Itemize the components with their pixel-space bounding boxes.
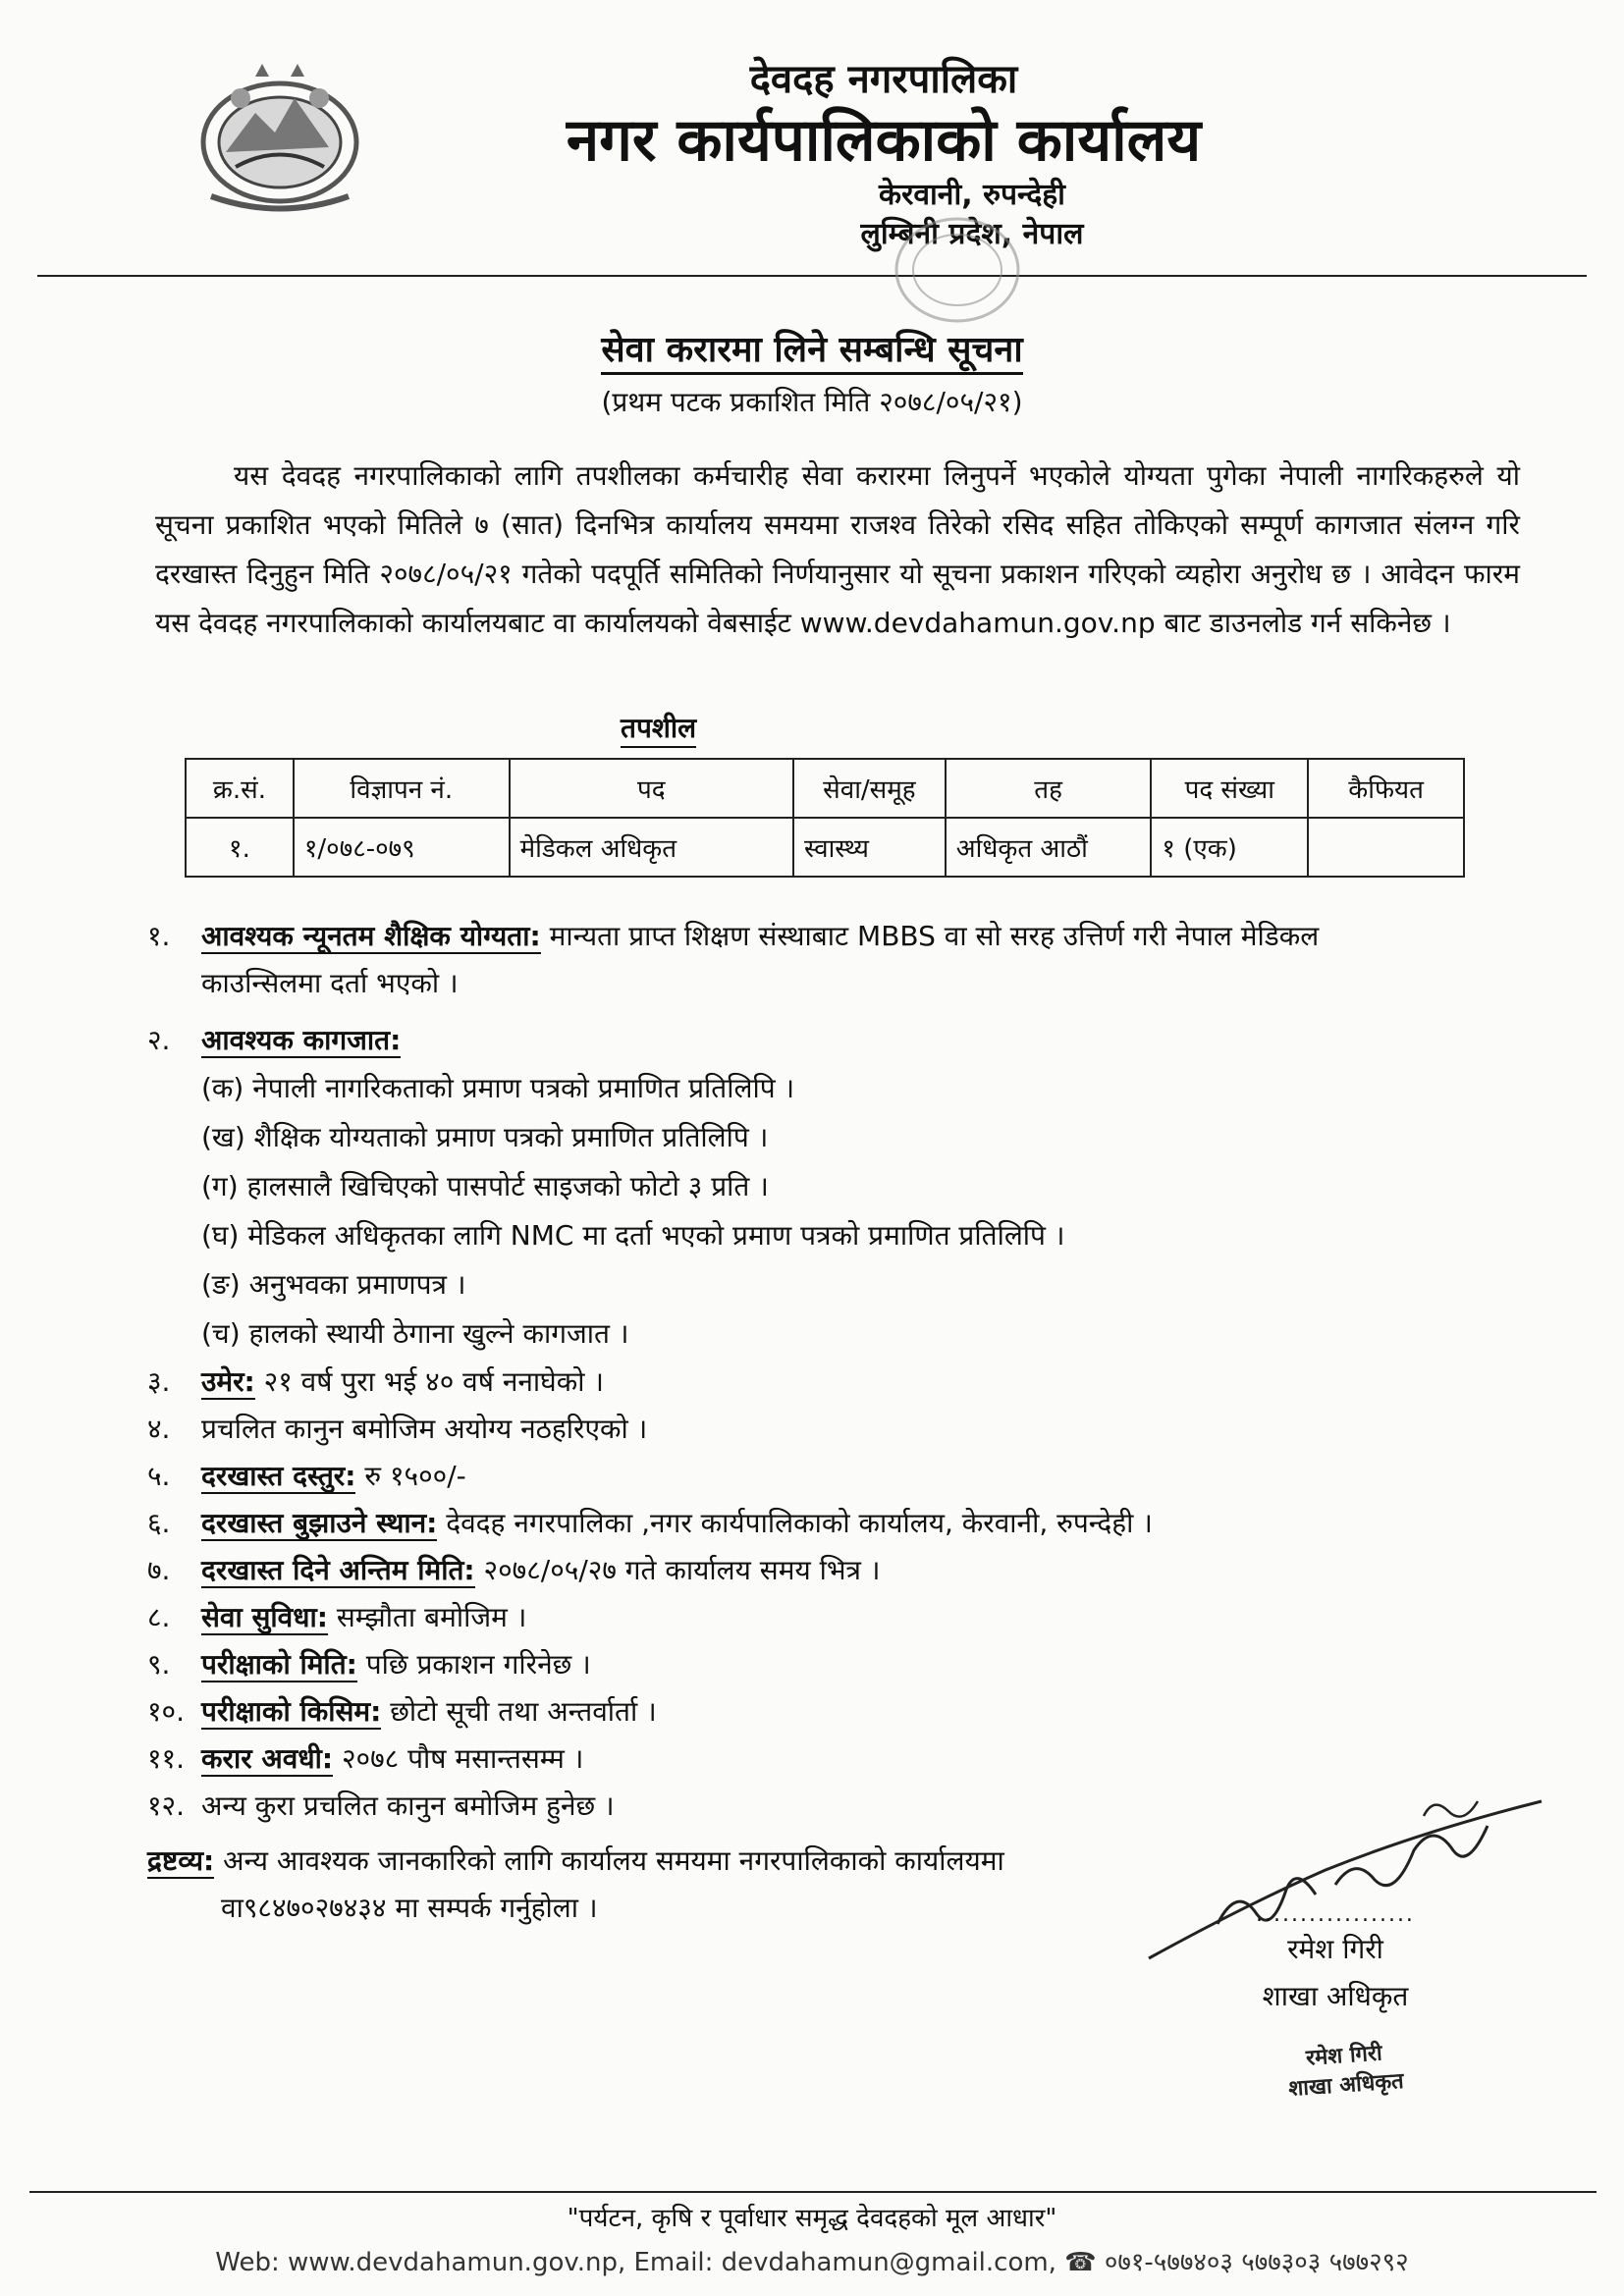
table-cell: मेडिकल अधिकृत bbox=[510, 818, 793, 877]
note-label: द्रष्टव्य: bbox=[147, 1844, 215, 1877]
item-number: १. bbox=[147, 920, 171, 952]
org-name: देवदह नगरपालिका bbox=[749, 57, 1018, 102]
item-text: प्रचलित कानुन बमोजिम अयोग्य नठहरिएको । bbox=[201, 1413, 648, 1445]
note-continuation: वा९८४७०२७४३४ मा सम्पर्क गर्नुहोला । bbox=[221, 1892, 598, 1924]
item-text: छोटो सूची तथा अन्तर्वार्ता । bbox=[381, 1695, 657, 1728]
list-item bbox=[147, 1735, 1542, 1783]
item-number: ३. bbox=[147, 1365, 171, 1398]
table-header-row bbox=[186, 759, 1464, 818]
table-cell: १ (एक) bbox=[1151, 818, 1308, 877]
list-item bbox=[147, 1594, 1542, 1641]
item-number: ९. bbox=[147, 1648, 171, 1681]
list-item bbox=[147, 1017, 1542, 1064]
item-label: करार अवधी: bbox=[201, 1742, 334, 1775]
document-item: (ङ) अनुभवका प्रमाणपत्र । bbox=[201, 1268, 466, 1301]
signatory-name: रमेश गिरी bbox=[1287, 1933, 1383, 1965]
footer-divider bbox=[29, 2191, 1597, 2193]
item-label: दरखास्त दिने अन्तिम मिति: bbox=[201, 1554, 475, 1586]
table-cell: १/०७८-०७९ bbox=[294, 818, 510, 877]
document-item: (ग) हालसालै खिचिएको पासपोर्ट साइजको फोटो ३ प्रति । bbox=[201, 1170, 769, 1202]
seal-designation: शाखा अधिकृत bbox=[1287, 2068, 1405, 2103]
list-item bbox=[147, 1453, 1542, 1500]
item-label: परीक्षाको किसिम: bbox=[201, 1695, 382, 1728]
list-item bbox=[147, 913, 1542, 960]
header-cell: कैफियत bbox=[1308, 759, 1464, 818]
list-item bbox=[147, 1406, 1542, 1453]
item-label: उमेर: bbox=[201, 1365, 255, 1398]
item-label: आवश्यक कागजात: bbox=[201, 1024, 402, 1056]
table-cell bbox=[1308, 818, 1464, 877]
table-cell: १. bbox=[186, 818, 294, 877]
seal-name: रमेश गिरी bbox=[1305, 2041, 1383, 2071]
table-cell: अधिकृत आठौं bbox=[946, 818, 1152, 877]
signature-line: .................. bbox=[1256, 1902, 1415, 1927]
list-item bbox=[147, 1688, 1542, 1735]
item-number: ४. bbox=[147, 1413, 171, 1445]
schedule-table bbox=[185, 758, 1465, 878]
item-number: ५. bbox=[147, 1460, 171, 1492]
notice-intro: यस देवदह नगरपालिकाको लागि तपशीलका कर्मचारीह सेवा करारमा लिनुपर्ने भएकोले योग्यता पुगेका नेपाली नागरिकहरुले यो सूचना प्रकाशित भएको मितिले ७ (सात) दिनभित्र कार्यालय समयमा राजश्व तिरेको रसिद सहित तोकिएको सम्पूर्ण कागजात संलग्न गरि दरखास्त दिनुहुन मिति २०७८/०५/२१ गतेको पदपूर्ति समितिको निर्णयानुसार यो सूचना प्रकाशन गरिएको व्यहोरा अनुरोध छ । आवेदन फारम यस देवदह नगरपालिकाको कार्यालयबाट वा कार्यालयको वेबसाईट www.devdahamun.gov.np बाट डाउनलोड गर्न सकिनेछ । bbox=[155, 459, 1520, 639]
item-number: १०. bbox=[147, 1695, 186, 1728]
document-item: (घ) मेडिकल अधिकृतका लागि NMC मा दर्ता भएको प्रमाण पत्रको प्रमाणित प्रतिलिपि । bbox=[201, 1219, 1065, 1252]
item-text: २०७८ पौष मसान्तसम्म । bbox=[333, 1742, 584, 1775]
item-number: ११. bbox=[147, 1742, 186, 1775]
notice-subtitle: (प्रथम पटक प्रकाशित मिति २०७८/०५/२१) bbox=[601, 386, 1023, 418]
item-label: आवश्यक न्यूनतम शैक्षिक योग्यता: bbox=[201, 920, 541, 952]
list-item bbox=[147, 1547, 1542, 1594]
item-text: सम्झौता बमोजिम । bbox=[327, 1601, 527, 1633]
header-divider bbox=[37, 275, 1587, 277]
document-item: (ख) शैक्षिक योग्यताको प्रमाण पत्रको प्रमाणित प्रतिलिपि । bbox=[201, 1121, 769, 1153]
name-seal bbox=[1260, 2036, 1431, 2107]
item-text: २०७८/०५/२७ गते कार्यालय समय भित्र । bbox=[474, 1554, 881, 1586]
signatory-designation: शाखा अधिकृत bbox=[1262, 1980, 1409, 2012]
footer-contact: Web: www.devdahamun.gov.np, Email: devdahamun@gmail.com, ☎ ०७१-५७७४०३ ५७७३०३ ५७७२९२ bbox=[215, 2248, 1409, 2277]
item-number: ७. bbox=[147, 1554, 171, 1586]
header-cell: सेवा/समूह bbox=[793, 759, 946, 818]
letterhead bbox=[393, 54, 1375, 254]
notice-title bbox=[0, 324, 1624, 372]
document-item: (क) नेपाली नागरिकताको प्रमाण पत्रको प्रमाणित प्रतिलिपि । bbox=[201, 1072, 795, 1104]
item-text: पछि प्रकाशन गरिनेछ । bbox=[356, 1648, 591, 1681]
table-row bbox=[186, 818, 1464, 877]
schedule-label: तपशील bbox=[621, 709, 696, 748]
header-cell: क्र.सं. bbox=[186, 759, 294, 818]
address-line-1: केरवानी, रुपन्देही bbox=[879, 178, 1065, 212]
list-item bbox=[147, 1641, 1542, 1688]
table-cell: स्वास्थ्य bbox=[793, 818, 946, 877]
item-label: दरखास्त दस्तुर: bbox=[201, 1460, 356, 1492]
header-cell: पद संख्या bbox=[1151, 759, 1308, 818]
header-cell: विज्ञापन नं. bbox=[294, 759, 510, 818]
address-line-2: लुम्बिनी प्रदेश, नेपाल bbox=[860, 217, 1084, 251]
header-cell: तह bbox=[946, 759, 1152, 818]
note-text: अन्य आवश्यक जानकारिको लागि कार्यालय समयमा नगरपालिकाको कार्यालयमा bbox=[214, 1844, 1004, 1877]
item-label: परीक्षाको मिति: bbox=[201, 1648, 357, 1681]
document-item: (च) हालको स्थायी ठेगाना खुल्ने कागजात । bbox=[201, 1317, 629, 1350]
nepal-emblem-icon bbox=[182, 59, 378, 221]
item-text: देवदह नगरपालिका ,नगर कार्यपालिकाको कार्यालय, केरवानी, रुपन्देही । bbox=[437, 1507, 1153, 1539]
office-name: नगर कार्यपालिकाको कार्यालय bbox=[566, 106, 1202, 175]
list-item bbox=[147, 1359, 1542, 1406]
item-label: सेवा सुविधा: bbox=[201, 1601, 328, 1633]
office-stamp-icon bbox=[889, 211, 1026, 329]
signature-block bbox=[1222, 1904, 1448, 2020]
item-text: २१ वर्ष पुरा भई ४० वर्ष ननाघेको । bbox=[254, 1365, 604, 1398]
item-number: ६. bbox=[147, 1507, 171, 1539]
list-item bbox=[147, 1500, 1542, 1547]
item-text: मान्यता प्राप्त शिक्षण संस्थाबाट MBBS वा सो सरह उत्तिर्ण गरी नेपाल मेडिकल bbox=[540, 920, 1320, 952]
item-number: ८. bbox=[147, 1601, 171, 1633]
footer-motto: "पर्यटन, कृषि र पूर्वाधार समृद्ध देवदहको मूल आधार" bbox=[567, 2204, 1057, 2233]
item-text: रु १५००/- bbox=[355, 1460, 466, 1492]
item-text: अन्य कुरा प्रचलित कानुन बमोजिम हुनेछ । bbox=[201, 1789, 615, 1822]
item-number: २. bbox=[147, 1024, 171, 1056]
item-continuation: काउन्सिलमा दर्ता भएको । bbox=[201, 967, 459, 999]
item-label: दरखास्त बुझाउने स्थान: bbox=[201, 1507, 438, 1539]
notice-title-text: सेवा करारमा लिने सम्बन्धि सूचना bbox=[601, 330, 1022, 375]
item-number: १२. bbox=[147, 1789, 186, 1822]
header-cell: पद bbox=[510, 759, 793, 818]
